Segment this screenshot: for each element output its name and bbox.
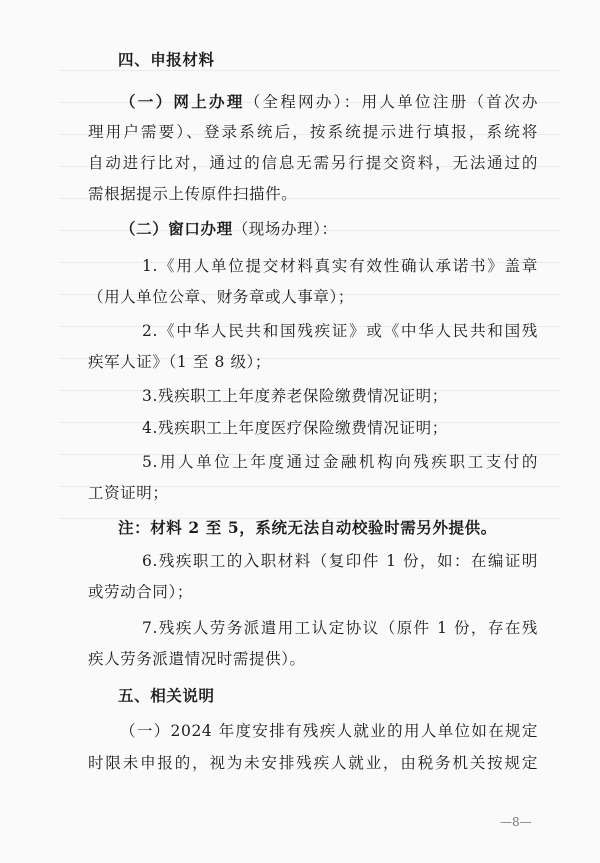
online-title: （一）网上办理 xyxy=(120,92,245,111)
page-number: —8— xyxy=(500,815,532,829)
item-7-line-2: 疾人劳务派遣情况时需提供）。 xyxy=(88,650,306,668)
section-heading-5: 五、相关说明 xyxy=(118,686,215,705)
s5-paragraph-1-line-2: 时限未申报的，视为未安排残疾人就业，由税务机关按规定 xyxy=(88,754,538,772)
item-5-line-1: 5.用人单位上年度通过金融机构向残疾职工支付的 xyxy=(142,453,538,471)
online-paragraph-line-3: 自动进行比对，通过的信息无需另行提交资料，无法通过的 xyxy=(88,154,538,172)
item-3: 3.残疾职工上年度养老保险缴费情况证明； xyxy=(142,387,448,405)
item-7-line-1: 7.残疾人劳务派遣用工认定协议（原件 1 份，存在残 xyxy=(142,619,538,637)
s5-paragraph-1-line-1: （一）2024 年度安排有残疾人就业的用人单位如在规定 xyxy=(120,722,538,740)
item-1-line-2: （用人单位公章、财务章或人事章）； xyxy=(88,288,354,306)
online-paragraph-line-4: 需根据提示上传原件扫描件。 xyxy=(88,185,298,203)
window-paragraph-heading xyxy=(120,213,338,246)
online-paragraph-line-1 xyxy=(120,86,538,119)
online-line-1-rest: （全程网办）：用人单位注册（首次办 xyxy=(244,93,539,111)
item-2-line-1: 2.《中华人民共和国残疾证》或《中华人民共和国残 xyxy=(142,322,538,340)
window-title-rest: （现场办理）： xyxy=(232,220,338,238)
section-heading-4: 四、申报材料 xyxy=(118,50,215,69)
item-1-line-1: 1.《用人单位提交材料真实有效性确认承诺书》盖章 xyxy=(142,257,538,275)
materials-note: 注：材料 2 至 5，系统无法自动校验时需另外提供。 xyxy=(118,518,497,537)
item-5-line-2: 工资证明； xyxy=(88,484,169,502)
item-6-line-1: 6.残疾职工的入职材料（复印件 1 份，如：在编证明 xyxy=(142,552,538,570)
item-4: 4.残疾职工上年度医疗保险缴费情况证明； xyxy=(142,419,448,437)
item-6-line-2: 或劳动合同）； xyxy=(88,583,193,601)
window-title: （二）窗口办理 xyxy=(120,219,233,238)
item-2-line-2: 疾军人证》（1 至 8 级）； xyxy=(88,353,272,371)
online-paragraph-line-2: 理用户需要）、登录系统后，按系统提示进行填报，系统将 xyxy=(88,123,538,141)
